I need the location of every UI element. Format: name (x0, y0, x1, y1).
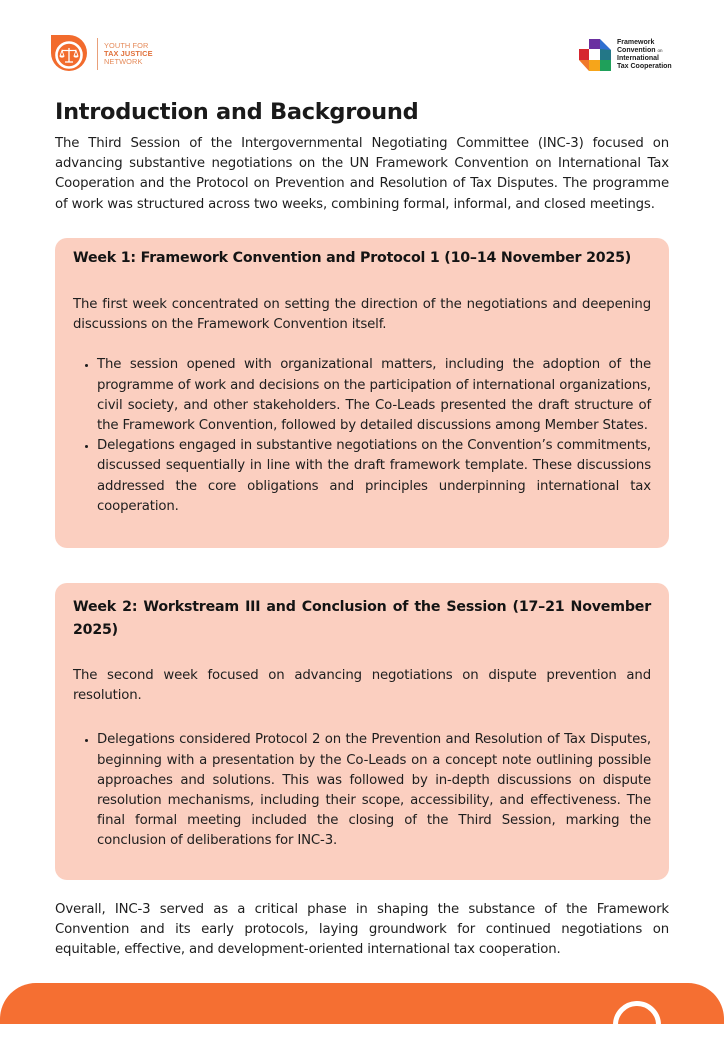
bullet-dot-icon (85, 739, 88, 742)
conclusion-paragraph: Overall, INC-3 served as a critical phase in shaping the substance of the Framework Convention and its early protocols, laying groundwork for continued negotiations on equitable, effective, and development-oriented international tax cooperation. (55, 902, 669, 958)
bullet-text: Delegations considered Protocol 2 on the Prevention and Resolution of Tax Disputes, beginning with a presentation by the Co-Leads on a concept note outlining possible approaches and solutions. This was followed by in-depth discussions on dispute resolution mechanisms, including their scope, accessibility, and effectiveness. The final formal meeting included the closing of the Third Session, marking the conclusion of deliberations for INC-3. (97, 732, 651, 849)
page-header (0, 0, 724, 90)
week-1-box (55, 238, 669, 548)
ytjn-line-2: TAX JUSTICE (104, 49, 153, 58)
list-item (97, 730, 651, 851)
scales-of-justice-icon (49, 33, 89, 75)
bullet-dot-icon (85, 445, 88, 448)
intro-paragraph: The Third Session of the Intergovernmental Negotiating Committee (INC-3) focused on advancing substantive negotiations on the UN Framework Convention on International Tax Cooperation and the Protocol on Prevention and Resolution of Tax Disputes. The programme of work was structured across two weeks, combining formal, informal, and closed meetings. (55, 136, 669, 212)
week-1-bullet-list (73, 355, 651, 517)
ytjn-line-1: YOUTH FOR (104, 41, 149, 50)
framework-convention-logo (578, 38, 672, 72)
page-title: Introduction and Background (55, 99, 419, 125)
fcitc-line-1: Framework (617, 39, 655, 46)
multicolor-pixel-mark-icon (578, 38, 612, 72)
week-1-title: Week 1: Framework Convention and Protocol 1 (10–14 November 2025) (73, 250, 632, 266)
fcitc-line-3: International (617, 55, 660, 62)
fcitc-line-4: Tax Cooperation (617, 63, 672, 70)
bullet-text: Delegations engaged in substantive negotiations on the Convention’s commitments, discussed sequentially in line with the draft framework template. These discussions addressed the core obligations and principles underpinning international tax cooperation. (97, 438, 651, 514)
fcitc-line-2-small: on (657, 48, 663, 53)
footer-ring-icon (613, 1001, 661, 1049)
ytjn-line-3: NETWORK (104, 57, 143, 66)
week-2-bullet-list (73, 730, 651, 851)
list-item (97, 355, 651, 436)
bullet-text: The session opened with organizational matters, including the adoption of the programme of work and decisions on the participation of international organizations, civil society, and other stakeholders. The Co-Leads presented the draft structure of the Framework Convention, followed by detailed discussions among Member States. (97, 357, 651, 434)
list-item (97, 436, 651, 517)
ytjn-wordmark (104, 42, 153, 66)
bullet-dot-icon (85, 364, 88, 367)
youth-for-tax-justice-network-logo (49, 33, 153, 75)
week-1-lead: The first week concentrated on setting the direction of the negotiations and deepening discussions on the Framework Convention itself. (73, 297, 651, 333)
fcitc-line-2: Convention (617, 47, 656, 54)
week-2-title: Week 2: Workstream III and Conclusion of the Session (17–21 November 2025) (73, 599, 651, 638)
week-2-lead: The second week focused on advancing negotiations on dispute prevention and resolution. (73, 668, 651, 704)
logo-divider (97, 38, 98, 70)
fcitc-wordmark (617, 39, 672, 71)
week-2-box (55, 583, 669, 880)
